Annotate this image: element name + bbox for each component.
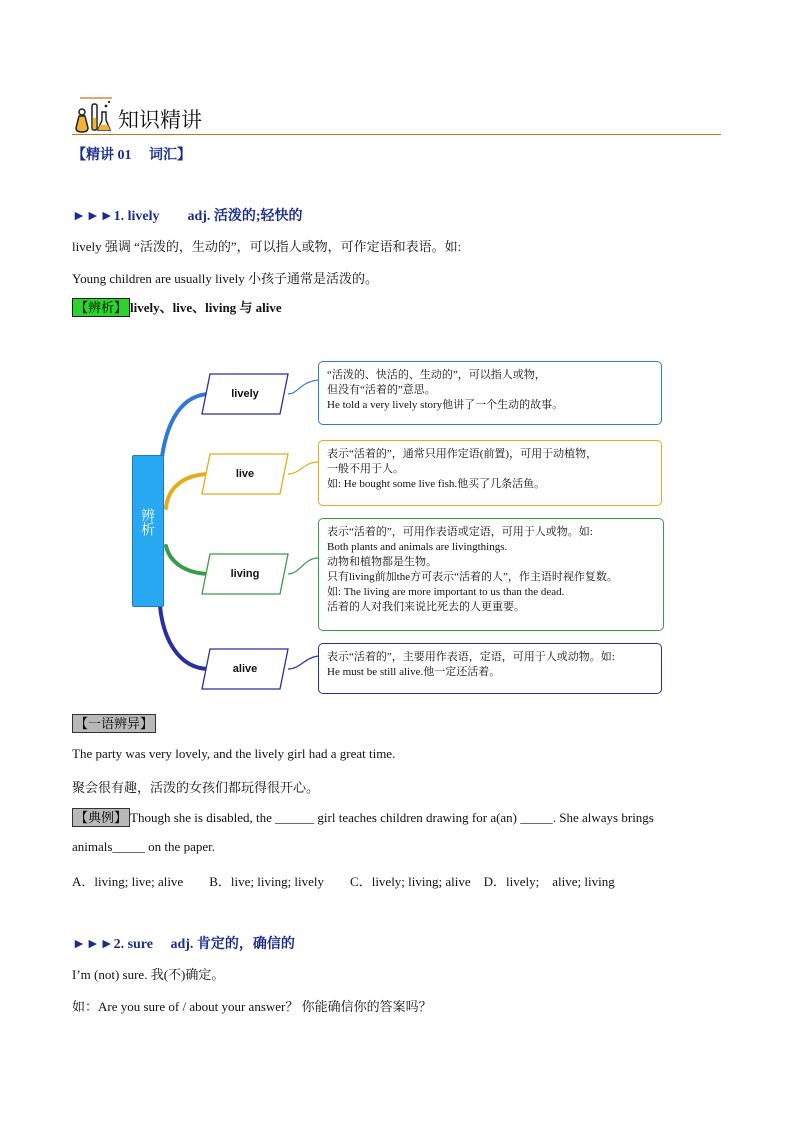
example-tag: 【典例】 (72, 808, 130, 827)
explain-box-alive: 表示“活着的”，主要用作表语，定语，可用于人或动物。如: He must be still alive.他一定还活着。 (318, 643, 662, 694)
center-label: 辨析 (139, 508, 155, 536)
header-logo-icon (72, 94, 114, 134)
word2-heading: ►►►2. sure adj. 肯定的，确信的 (72, 937, 295, 952)
yiyu-tag-row (72, 713, 156, 733)
section-heading: 【精讲 01 词汇】 (72, 148, 191, 163)
explain-box-lively: “活泼的、快活的、生动的”，可以指人或物， 但没有“活着的”意思。 He told a very lively story他讲了一个生动的故事。 (318, 361, 662, 425)
word1-explanation: lively 强调 “活泼的，生动的”，可以指人或物，可作定语和表语。如: (72, 239, 462, 254)
word1-example: Young children are usually lively 小孩子通常是活泼的。 (72, 271, 378, 286)
yiyu-english: The party was very lovely, and the lively girl had a great time. (72, 746, 396, 761)
bianxi-text: lively、live、living 与 alive (130, 300, 282, 315)
bianxi-row (72, 297, 282, 317)
node-label-lively: lively (231, 388, 259, 400)
example-options: A．living; live; alive B．live; living; lively C．lively; living; alive D．lively; alive; living (72, 874, 615, 889)
page-title: 知识精讲 (118, 108, 202, 132)
explain-box-live: 表示“活着的”，通常只用作定语(前置)，可用于动植物， 一般不用于人。 如: He bought some live fish.他买了几条活鱼。 (318, 440, 662, 506)
explain-box-living: 表示“活着的”，可用作表语或定语，可用于人或物。如: Both plants and animals are livingthings. 动物和植物都是生物。 只有living前加the方可表示“活着的人”，作主语时视作复数。 如: The living are more important to us than the dead. 活着的人对我们来说比死去的人更重要。 (318, 518, 664, 631)
header-divider (72, 134, 721, 135)
node-label-live: live (235, 468, 255, 480)
node-label-living: living (230, 568, 260, 580)
word2-line-1: I’m (not) sure. 我(不)确定。 (72, 967, 225, 982)
word1-heading: ►►►1. lively adj. 活泼的;轻快的 (72, 209, 303, 224)
example-row-1 (72, 807, 654, 827)
bianxi-tag: 【辨析】 (72, 298, 130, 317)
mindmap-diagram (128, 358, 668, 698)
word2-line-2: 如：Are you sure of / about your answer？ 你能确信你的答案吗？ (72, 999, 432, 1014)
yiyu-chinese: 聚会很有趣，活泼的女孩们都玩得很开心。 (72, 780, 320, 795)
yiyu-tag: 【一语辨异】 (72, 714, 156, 733)
node-label-alive: alive (232, 663, 258, 675)
example-line-2: animals_____ on the paper. (72, 839, 215, 854)
example-line-1: Though she is disabled, the ______ girl teaches children drawing for a(an) _____. She always brings (130, 810, 654, 825)
